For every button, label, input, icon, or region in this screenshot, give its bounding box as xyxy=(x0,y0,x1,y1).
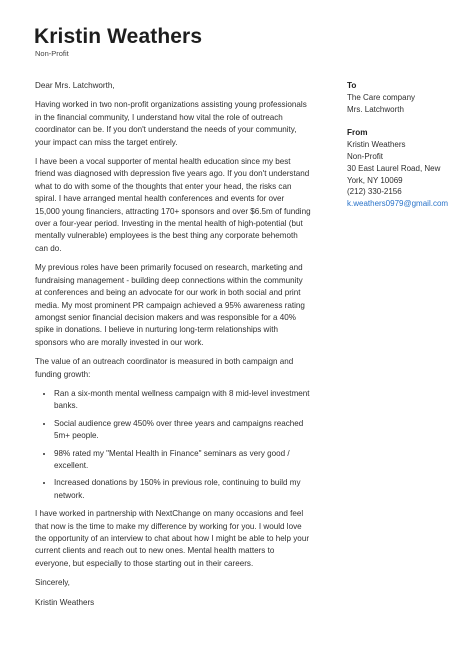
list-item: • 98% rated my "Mental Health in Finance" seminars as very good / excellent. xyxy=(54,448,311,473)
sender-email-link[interactable]: k.weathers0979@gmail.com xyxy=(347,198,449,208)
list-item: • Social audience grew 450% over three years and campaigns reached 5m+ people. xyxy=(54,418,311,443)
sender-title: Non-Profit xyxy=(347,152,384,162)
list-item: • Ran a six-month mental wellness campaign with 8 mid-level investment banks. xyxy=(54,388,311,413)
paragraph-intro: Having worked in two non-profit organizations assisting young professionals in the financial community, I understand how vital the role of outreach coordinator can be. If you don't understand the needs of your community, your impact can miss the target entirely. xyxy=(35,100,307,147)
salutation: Dear Mrs. Latchworth, xyxy=(35,81,115,90)
signature: Kristin Weathers xyxy=(35,597,95,607)
paragraph-experience: I have been a vocal supporter of mental health education since my best friend was diagnosed with depression five years ago. If you don't understand what to do with some of the thoughts that enter your head, the risks can spiral. I have arranged mental health conferences and events for over 15,000 young financiers, attracting 170+ sponsors and over $6.5m of funding over a four-year period. Investing in the mental health of high-potential (but mentally vulnerable) employees is the best thing any corporate behemoth can do. xyxy=(35,157,311,253)
paragraph-roles: My previous roles have been primarily focused on research, marketing and fundraising management - building deep connections within the community at conferences and being an advocate for our work in both social and print media. My most prominent PR campaign achieved a 95% awareness rating amongst senior financial decision makers and was responsible for a 40% spike in donations. I believe in nurturing long-term relationships with sponsors who are morally invested in our work. xyxy=(35,263,305,347)
applicant-name: Kristin Weathers xyxy=(34,25,203,48)
sidebar xyxy=(347,80,472,222)
recipient-name: Mrs. Latchworth xyxy=(347,104,404,114)
achievement-list xyxy=(35,388,311,502)
paragraph-closing: I have worked in partnership with NextChange on many occasions and feel that now is the time to make my difference by working for you. I would love the opportunity of an interview to chat about how I might be able to help your current clients and reach out to new ones. Mental health matters to everyone, but especially to those starting out in their careers. xyxy=(35,509,310,568)
sender-name: Kristin Weathers xyxy=(347,140,406,150)
sender-phone: (212) 330-2156 xyxy=(347,187,402,197)
list-item: • Increased donations by 150% in previous role, continuing to build my network. xyxy=(54,477,311,502)
signoff: Sincerely, xyxy=(35,578,70,588)
to-heading: To xyxy=(347,81,357,90)
recipient-block xyxy=(347,80,472,115)
sender-address-line2: York, NY 10069 xyxy=(347,175,403,185)
paragraph-value: The value of an outreach coordinator is measured in both campaign and funding growth: xyxy=(35,357,294,379)
from-heading: From xyxy=(347,128,368,138)
sender-block xyxy=(347,127,472,209)
sender-address-line1: 30 East Laurel Road, New xyxy=(347,163,441,173)
applicant-title: Non-Profit xyxy=(35,49,69,58)
recipient-company: The Care company xyxy=(347,93,416,102)
letter-body xyxy=(35,80,311,616)
